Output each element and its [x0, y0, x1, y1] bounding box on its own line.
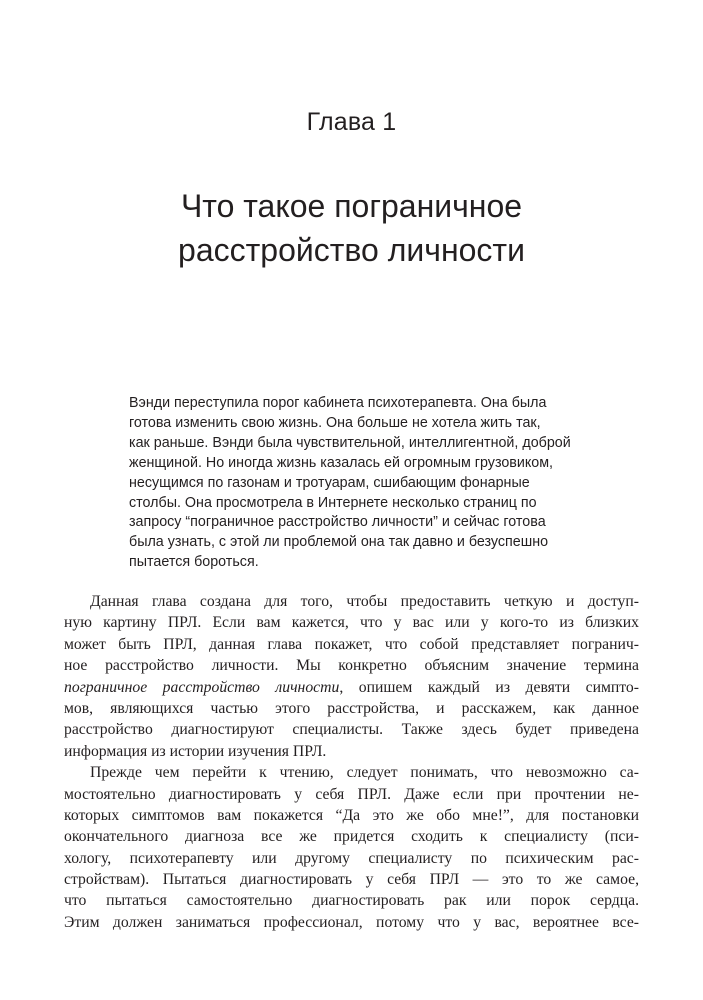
intro-line: несущимся по газонам и тротуарам, сшибающим фонарные — [129, 474, 530, 491]
body-line: что пытаться самостоятельно диагностировать рак или порок сердца. — [64, 892, 639, 910]
intro-line: готова изменить свою жизнь. Она больше не хотела жить так, — [129, 414, 541, 431]
chapter-title-line: расстройство личности — [178, 232, 525, 268]
chapter-label: Глава 1 — [306, 108, 397, 136]
body-line: Прежде чем перейти к чтению, следует понимать, что невозможно са- — [90, 764, 639, 782]
intro-line: как раньше. Вэнди была чувствительной, интеллигентной, доброй — [129, 434, 571, 451]
body-line: ное расстройство личности. Мы конкретно объясним значение термина — [64, 657, 639, 675]
body-line: Данная глава создана для того, чтобы предоставить четкую и доступ- — [90, 593, 639, 610]
body-line: ную картину ПРЛ. Если вам кажется, что у вас или у кого-то из близких — [64, 614, 639, 632]
chapter-title — [0, 184, 703, 272]
intro-vignette — [129, 394, 599, 573]
body-line: информация из истории изучения ПРЛ. — [64, 742, 327, 760]
intro-line: женщиной. Но иногда жизнь казалась ей огромным грузовиком, — [129, 454, 554, 471]
body-line: хологу, психотерапевту или другому специалисту по психическим рас- — [64, 849, 639, 867]
italic-term: пограничное расстройство личности — [64, 678, 340, 696]
body-line: Этим должен заниматься профессионал, потому что у вас, вероятнее все- — [64, 913, 639, 931]
body-line: стройствам). Пытаться диагностировать у себя ПРЛ — это то же самое, — [64, 871, 639, 889]
intro-line: пытается бороться. — [129, 554, 259, 571]
body-line: которых симптомов вам покажется “Да это же обо мне!”, для постановки — [64, 806, 639, 824]
intro-line: Вэнди переступила порог кабинета психотерапевта. Она была — [129, 395, 547, 411]
body-line: расстройство диагностируют специалисты. Также здесь будет приведена — [64, 721, 639, 739]
body-line: мов, являющихся частью этого расстройства, и расскажем, как данное — [64, 699, 639, 717]
body-line: может быть ПРЛ, данная глава покажет, что собой представляет погранич- — [64, 635, 639, 653]
body-line: мостоятельно диагностировать у себя ПРЛ. Даже если при прочтении не- — [64, 785, 639, 803]
body-line: окончательного диагноза все же придется сходить к специалисту (пси- — [64, 828, 639, 846]
intro-line: столбы. Она просмотрела в Интернете несколько страниц по — [129, 494, 537, 511]
body-line-tail: , опишем каждый из девяти симпто- — [339, 678, 640, 696]
chapter-title-line: Что такое пограничное — [180, 188, 523, 224]
intro-line: запросу “пограничное расстройство личности” и сейчас готова — [129, 514, 546, 531]
intro-line: была узнать, с этой ли проблемой она так давно и безуспешно — [129, 534, 549, 551]
body-text — [64, 591, 639, 933]
body-line-mixed — [64, 677, 639, 698]
